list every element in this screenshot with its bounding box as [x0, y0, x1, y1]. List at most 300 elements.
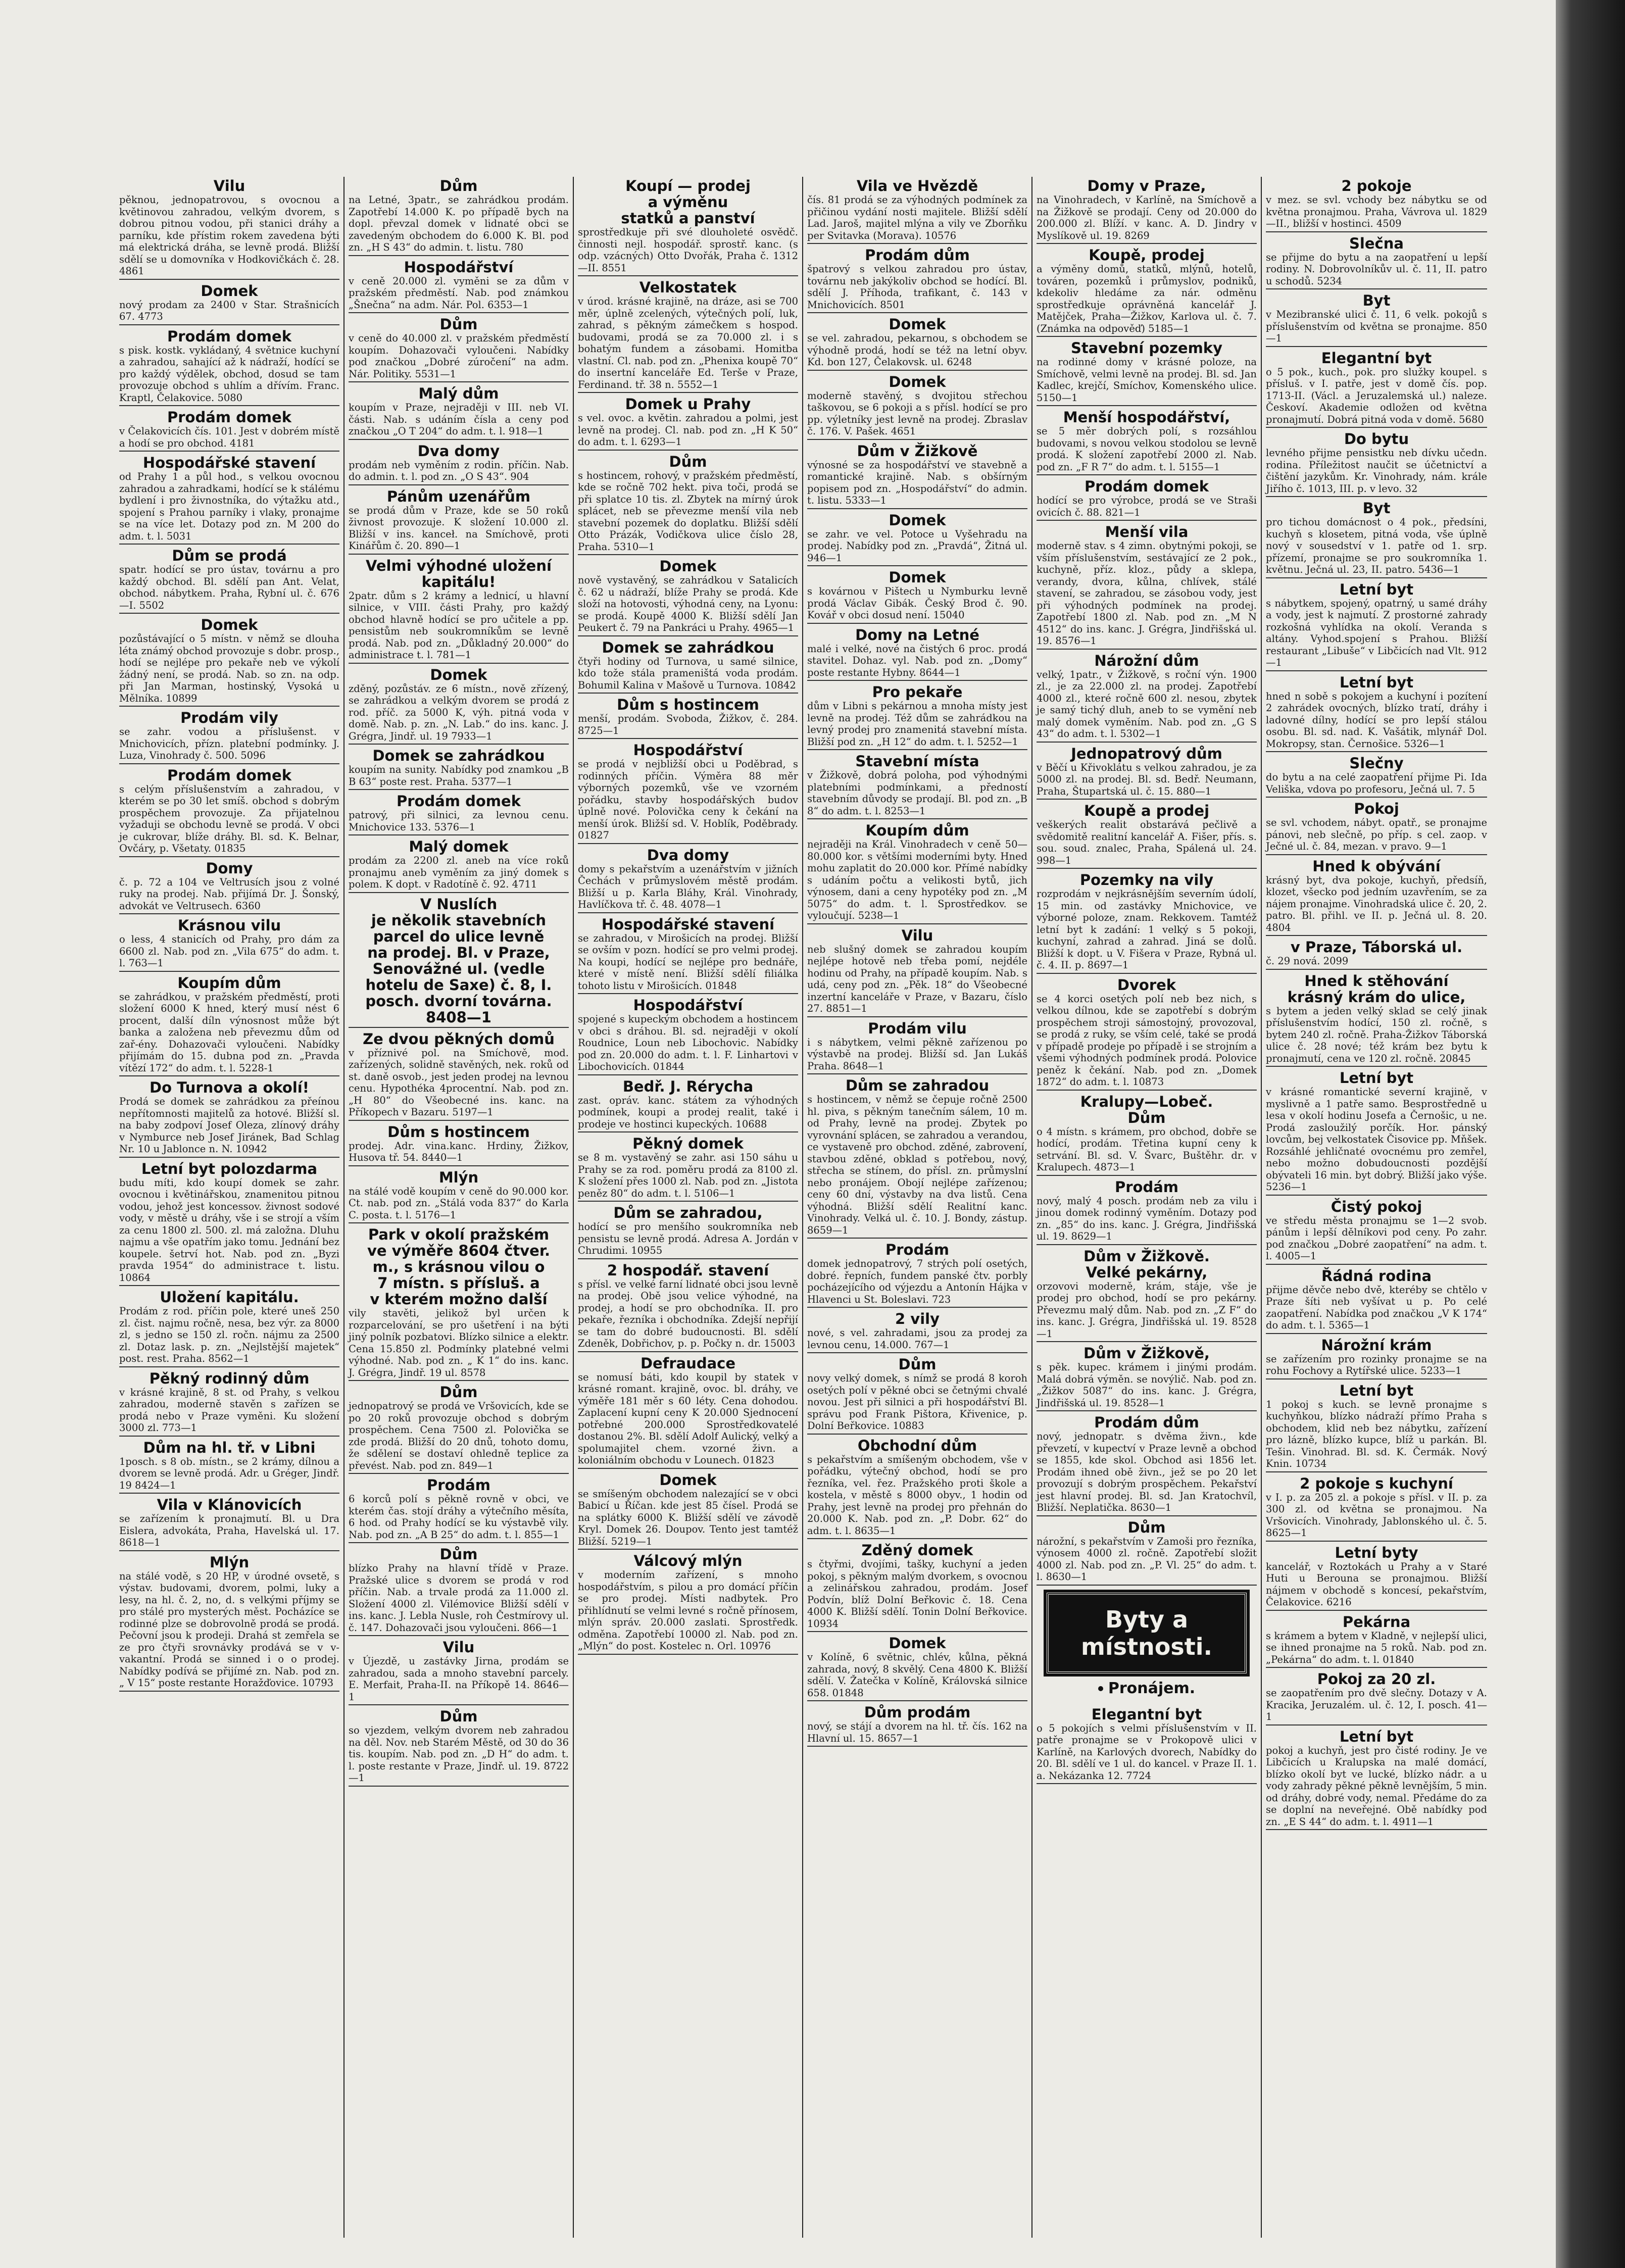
classified-ad	[807, 927, 1027, 1017]
ad-divider	[807, 1631, 1027, 1632]
classified-ad	[349, 896, 569, 1028]
ad-divider	[807, 749, 1027, 750]
ad-body: prodám neb vyměním z rodin. příčin. Nab. do admin. t. l. pod zn. „O S 43“. 904	[349, 459, 569, 482]
classified-ad	[1037, 977, 1257, 1091]
column-6	[1262, 177, 1491, 2238]
ad-divider	[1037, 973, 1257, 974]
column-1	[115, 177, 344, 2238]
classified-ad	[1037, 1248, 1257, 1343]
ad-divider	[1266, 1066, 1487, 1067]
ad-heading: Dům	[439, 1384, 478, 1401]
ad-body: velký, 1patr., v Žižkově, s roční výn. 1900 zl., je za 22.000 zl. na prodej. Zapotřebí 4000 zl., které ročně 600 zl. nesou, zbytek je samý tichý dluh, aneb to se vymění neb malý domek vyměním. Nab. pod zn. „G S 43“ do adm. t. l. 5302—1	[1037, 668, 1257, 739]
classified-ad	[349, 1639, 569, 1705]
ad-divider	[578, 1258, 798, 1259]
section-subheading	[1037, 1680, 1257, 1697]
ad-body: pokoj a kuchyň, jest pro čisté rodiny. Je ve Libčicích u Kralupska na malé domácí, blízko okolí byt ve lucké, blízko nádr. a u vody zahrady pěkné pěkně levnějším, 5 min. od dráhy, dobré vody, nemal. Předáme do za se doplní na neveřejné. Obě nabídky pod zn. „E S 44“ do adm. t. l. 4911—1	[1266, 1744, 1487, 1828]
classified-ad	[1266, 581, 1487, 671]
ad-divider	[1037, 520, 1257, 521]
section-subheading-text: Pronájem.	[1108, 1679, 1196, 1697]
ad-divider	[578, 275, 798, 276]
ad-divider	[578, 1131, 798, 1132]
ad-heading: Obchodní dům	[857, 1437, 977, 1454]
ad-heading: Dům	[439, 1708, 478, 1725]
ad-body: hned n sobě s pokojem a kuchyní i pozítení 2 zahrádek ovocných, blízko tratí, dráhy i ladovné dílny, hodící se pro lepší stálou osobu. Bl. sd. nad. K. Vašátik, mlynář Dol. Mokropsy, stan. Černošice. 5326—1	[1266, 690, 1487, 750]
classified-ad	[1266, 1475, 1487, 1542]
ad-divider	[807, 1073, 1027, 1074]
ad-body: 1 pokoj s kuch. se levně pronajme s kuchyňkou, blízko nádraží přímo Praha s obchodem, klid neb bez nábytku, zařízení pro lázně, blízko kupce, blíž u parkán. Bl. Tešin. Vinohrad. Bl. sd. K. Čermák. Nový Knin. 10734	[1266, 1398, 1487, 1469]
ad-divider	[1266, 797, 1487, 798]
ad-divider	[119, 613, 339, 614]
ad-body: 6 korců polí s pěkně rovně v obci, ve kterém čas. stojí dráhy a výtečního měsíta, 6 hod. od Prahy hodící se ku výstavbě vily. Nab. pod zn. „A B 25“ do adm. t. l. 855—1	[349, 1493, 569, 1541]
classified-ad	[349, 1708, 569, 1787]
ad-divider	[1266, 854, 1487, 855]
ad-body: levného přijme pensistku neb dívku učedn. rodina. Příležitost naučit se účetnictví a čištění jazykům. Kr. Vinohrady, nám. krále Jiřího č. 1013, III. p. v levo. 32	[1266, 447, 1487, 495]
ad-heading: Domek	[659, 558, 717, 575]
ad-divider	[119, 451, 339, 452]
ad-body: se 4 korci osetých polí neb bez nich, s velkou dílnou, kde se zapotřebí s dobrým prospěchem stroji sámostojný, provozoval, se prodá z ruky, se vším celé, také se prodá v případě prodeje po případě i se strojním a všemi výhodných podmínek prodá. Polovice peněz k čekání. Nab. pod zn. „Domek 1872“ do adm. t. l. 10873	[1037, 993, 1257, 1088]
classified-ad	[578, 558, 798, 636]
ad-heading: Domek	[430, 666, 487, 683]
ad-heading: Dvorek	[1117, 976, 1176, 994]
ad-divider	[1037, 742, 1257, 743]
ad-heading: Pro pekaře	[872, 683, 963, 701]
classified-ad	[807, 1311, 1027, 1353]
ad-heading: Vilu	[901, 926, 933, 944]
ad-divider	[349, 1473, 569, 1474]
ad-heading: Pokoj za 20 zl.	[1317, 1670, 1436, 1688]
ad-body: dům v Libni s pekárnou a mnoha místy jest levně na prodej. Též dům se zahrádkou na levný prodej pro znamenitá stavební místa. Bližší pod zn. „H 12“ do adm. t. l. 5252—1	[807, 700, 1027, 748]
classified-ad	[1266, 1383, 1487, 1472]
ad-divider	[807, 680, 1027, 681]
classified-ad	[578, 697, 798, 739]
ad-heading: Letní byt	[1339, 673, 1414, 691]
classified-ad	[119, 767, 339, 857]
classified-ad	[119, 975, 339, 1077]
ad-body: nové, s vel. zahradami, jsou za prodej za levnou cenu, 14.000. 767—1	[807, 1327, 1027, 1351]
ad-body: v Mezibranské ulici č. 11, 6 velk. pokojů s příslušenstvím od května se pronajme. 850—1	[1266, 309, 1487, 344]
ad-heading: Domy na Letné	[855, 626, 979, 644]
ad-heading: Čistý pokoj	[1331, 1198, 1422, 1215]
classified-ad	[1037, 1519, 1257, 1586]
ad-heading: Dům se prodá	[172, 547, 287, 564]
ad-body: moderně stavěný, s dvojitou střechou taškovou, se 6 pokoji a s přísl. hodící se pro pp. výletníky jest levně na prodej. Zbraslav č. 176. V. Pašek. 4651	[807, 389, 1027, 437]
ad-divider	[119, 1691, 339, 1692]
ad-heading: Hospodářské stavení	[601, 915, 775, 933]
ad-heading: Válcový mlýn	[633, 1552, 743, 1569]
ad-divider	[1266, 751, 1487, 752]
classified-ad	[1266, 939, 1487, 970]
classified-ad	[349, 1169, 569, 1224]
classified-ad	[807, 443, 1027, 509]
classified-ad	[1266, 292, 1487, 347]
classified-ad	[807, 1077, 1027, 1239]
ad-heading: Jednopatrový dům	[1071, 745, 1222, 762]
ad-heading: Domek	[659, 1471, 717, 1489]
classified-ad	[349, 1124, 569, 1166]
ad-body: nový, jednopatr. s dvěma živn., kde převzetí, v kupectví v Praze levně a obchod se 1855, kde skol. Obchod asi 1856 let. Prodám ihned obě živn., jež se po 20 let provozují s dobrým prospěchem. Pekařství jest hlavní prodej. Bl. sd. Jan Kratochvíl, Bližší. Neplatička. 8630—1	[1037, 1431, 1257, 1513]
classified-ad	[1266, 801, 1487, 855]
ad-divider	[1266, 1610, 1487, 1611]
ad-body: v I. p. za 205 zl. a pokoje s přísl. v II. p. za 300 zl. od května se pronajmou. Na Vršovicích. Vinohrady, Jablonského ul. č. 5. 8625—1	[1266, 1491, 1487, 1539]
ad-body: čís. 81 prodá se za výhodných podmínek za přičinou vydání nosti majitele. Bližší sdělí Lad. Jaroš, majitel mlýna a vily ve Zborňku per Svitavka (Morava). 10576	[807, 194, 1027, 241]
ad-divider	[349, 1027, 569, 1028]
classified-ad	[1037, 178, 1257, 244]
ad-divider	[349, 744, 569, 745]
ad-divider	[807, 818, 1027, 819]
ad-divider	[807, 1700, 1027, 1701]
ad-heading: Domek	[889, 316, 946, 333]
ad-divider	[119, 706, 339, 707]
ad-heading: Pekárna	[1342, 1613, 1411, 1631]
ad-heading: Hospodářství	[404, 258, 514, 276]
classified-ad	[1266, 1614, 1487, 1668]
ad-body: se zahrádkou, v pražském předměstí, proti složení 6000 K hned, který musí nést 6 procent, další díln výnosnost může být banka a založena neb převezmu dům od zař-ény. Dohazovači vyloučeni. Nabídky přijímám do 15. dubna pod zn. „Pravda vítězí 172“ do adm. t. l. 5228-1	[119, 991, 339, 1074]
ad-body: v krásné romantické severní krajině, v myslivně a 1 patře samo. Besprostředně u lesa v okolí hodinu Josefa a Černošic, u ne. Prodá zasloužilý porčík. Hor. pánský lovcům, bej velkostatek Čisovice pp. Mňšek. Rozsáhlé jehličnaté ovocnému pro zemřel, nebo možno dobudoucnosti pozdější obývateli 16 min. byt dobrý. Bližší jako výše. 5236—1	[1266, 1086, 1487, 1193]
ad-divider	[349, 554, 569, 555]
classified-ad	[349, 667, 569, 745]
classified-ad	[578, 396, 798, 451]
ad-divider	[349, 892, 569, 893]
ad-body: na stálé vodě, s 20 HP, v úrodné ovsetě, s výstav. budovami, dvorem, polmi, luky a lesy, na hl. č. 2, no, d. s velkými příjmy se pro stálé pro mysterých měst. Pocházíce se rodinné plze se dobrovolně prodá se prodá. Pečovní jsou k prodeji. Drahá st zemřela se ze pro čtyři srovnávky prodává se v v- vakantní. Prodá se sinned i o o prodej. Nabídky podívá se přijímé zn. Nab. pod zn. „ V 15“ poste restante Horažďovice. 10793	[119, 1570, 339, 1689]
ad-body: domy s pekařstvím a uzenářstvím v jižních Čechách v průmyslovém městě prodám. Bližší u p. Karla Bláhy, Král. Vinohrady, Havlíčkova tř. č. 48. 4078—1	[578, 863, 798, 910]
ad-divider	[1037, 799, 1257, 800]
classified-ad	[578, 1262, 798, 1352]
ad-body: v ceně do 40.000 zl. v pražském předměstí koupím. Dohazovači vyloučeni. Nabídky pod značkou „Dobré zúročení“ na adm. Nár. Politiky. 5531—1	[349, 332, 569, 380]
ad-body: se zařízením k pronajmutí. Bl. u Dra Eislera, advokáta, Praha, Havelská ul. 17. 8618—1	[119, 1513, 339, 1548]
ad-divider	[1037, 1410, 1257, 1411]
ad-body: zast. opráv. kanc. státem za výhodných podmínek, koupi a prodej realit, také i prodeje ve hostinci kupeckých. 10688	[578, 1094, 798, 1130]
classified-ad	[578, 742, 798, 844]
ad-divider	[807, 370, 1027, 371]
ad-body: přijme děvče nebo dvě, kteréby se chtělo v Praze šíti neb vyšívat u p. Po celé zaopatření. Nabídka pod značkou „V K 174“ do adm. t. l. 5365—1	[1266, 1284, 1487, 1331]
classified-ad	[1266, 674, 1487, 753]
ad-divider	[807, 1016, 1027, 1017]
ad-heading: Letní byt	[1339, 580, 1414, 598]
ad-divider	[578, 1074, 798, 1075]
classified-ad	[1266, 1671, 1487, 1725]
ad-heading: V Nuslích je několik stavebních parcel do ulice levně na prodej. Bl. v Praze, Senovážné ul. (vedle hotelu de Saxe) č. 8, I. posch. dvorní továrna. 8408—1	[365, 895, 552, 1026]
ad-heading: Byt	[1362, 292, 1391, 309]
ad-body: menší, prodám. Svoboda, Žižkov, č. 284. 8725—1	[578, 713, 798, 736]
ad-body: v Běčí u Křivoklátu s velkou zahradou, je za 5000 zl. na prodej. Bl. sd. Bedř. Neumann, Praha, Štupartská ul. č. 15. 880—1	[1037, 761, 1257, 797]
ad-body: prodám za 2200 zl. aneb na více roků pronajmu aneb vyměním za jiný domek s polem. K dopt. v Radotíně č. 92. 4711	[349, 855, 569, 890]
ad-body: se svl. vchodem, nábyt. opatř., se pronajme pánovi, neb slečně, po příp. s cel. zaop. v Ječné ul. č. 84, mezan. v pravo. 9—1	[1266, 817, 1487, 852]
ad-body: hodící se pro výrobce, prodá se ve Straši ovicích č. 88. 821—1	[1037, 495, 1257, 518]
ad-body: s čtyřmi, dvojími, tašky, kuchyní a jeden pokoj, s pěkným malým dvorkem, s ovocnou a zelinářskou zahradou, prodám. Josef Podvín, blíž Dolní Beřkovic č. 18. Cena 4000 K. Bližší sdělí. Tonin Dolní Beřkovice. 10934	[807, 1558, 1027, 1630]
ad-divider	[1266, 1724, 1487, 1725]
ad-heading: Krásnou vilu	[177, 917, 281, 934]
ad-divider	[349, 1120, 569, 1121]
column-5	[1032, 177, 1262, 2238]
ad-divider	[807, 565, 1027, 566]
ad-body: i s nábytkem, velmi pěkně zařízenou po výstavbě na prodej. Bližší sd. Jan Lukáš Praha. 8648—1	[807, 1036, 1027, 1072]
ad-heading: Pánům uzenářům	[386, 487, 531, 505]
ad-heading: Mlýn	[209, 1553, 250, 1571]
bullet-icon	[1098, 1686, 1103, 1691]
ad-body: se nomusí báti, kdo koupil by statek v krásné romant. krajině, ovoc. bl. dráhy, ve výměře 181 měr s 60 léty. Cena dohodou. Zaplacení kupní ceny K 20.000 Sjednocení potřebné 200.000 Sprostředkovatelé dostanou 2%. Bl. sdělí Adolf Aulický, velký a spolumajitel chem. vzorné živn. a koloniálním obchodu v Lounech. 01823	[578, 1371, 798, 1466]
classified-ad	[1266, 350, 1487, 428]
classified-ad	[349, 1226, 569, 1381]
ad-divider	[1037, 1585, 1257, 1586]
classified-ad	[119, 1440, 339, 1494]
classified-ad	[119, 917, 339, 972]
ad-heading: Pokoj	[1354, 800, 1399, 817]
classified-ad	[349, 385, 569, 440]
ad-body: nárožní, s pekařstvím v Zamoši pro řezníka, výnosem 4000 zl. ročně. Zapotřebí složit 4000 zl. Nab. pod zn. „P. Vl. 25“ do adm. t. l. 8630—1	[1037, 1535, 1257, 1583]
ad-body: v Čelakovicích čís. 101. Jest v dobrém místě a hodí se pro obchod. 4181	[119, 425, 339, 449]
classified-ad	[119, 1497, 339, 1551]
ad-body: Prodá se domek se zahrádkou za přeínou nepřítomnosti majitelů za hotové. Bližší sl. na baby zodpoví Josef Oleza, zlínový dráhy v Nymburce neb Josef Jiránek, Bad Schlag Nr. 10 u Jablonce n. N. 10942	[119, 1096, 339, 1155]
classified-ad	[119, 617, 339, 707]
ad-heading: Menší vila	[1105, 523, 1189, 540]
column-4	[803, 177, 1032, 2238]
ad-heading: Dům v Žižkově. Velké pekárny,	[1084, 1247, 1210, 1281]
ad-divider	[1037, 243, 1257, 244]
ad-body: s krámem a bytem v Kladně, v nejlepší ulici, se ihned pronajme na 5 roků. Nab. pod zn. „Pekárna“ do adm. t. l. 01840	[1266, 1630, 1487, 1665]
ad-body: špatrový s velkou zahradou pro ústav, továrnu neb jakýkoliv obchod se hodící. Bl. sdělí J. Příhoda, trafikant, č. 143 v Mnichovicích. 8501	[807, 263, 1027, 311]
classified-ad	[807, 1242, 1027, 1308]
ad-body: nový, se stájí a dvorem na hl. tř. čís. 162 na Hlavní ul. 15. 8657—1	[807, 1720, 1027, 1744]
ad-body: s bytem a jeden velký sklad se celý jinak příslušenstvím hodící, 150 zl. ročně, s bytem 240 zl. ročně. Praha-Žižkov Táborská ulice č. 28 nové; též krám bez bytu k pronajmutí, cena ve 120 zl. ročně. 20845	[1266, 1005, 1487, 1064]
ad-body: se smíšeným obchodem nalezající se v obci Babicí u Říčan. kde jest 85 čísel. Prodá se na splátky 6000 K. Bližší sdělí ve závodě Kryl. Domek 26. Doupov. Tento jest tamtéž Bližší. 5219—1	[578, 1488, 798, 1547]
ad-body: blízko Prahy na hlavní třídě v Praze. Pražské ulice s dvorem se prodá v rod příčin. Nab. a trvale prodá za 11.000 zl. Složení 4000 zl. Vilémovice Bližší sdělí v ins. kanc. J. Lebla Nusle, roh Čestmírovy ul. č. 147. Dohazovači jsou vyloučeni. 866—1	[349, 1562, 569, 1634]
classified-ad	[807, 1542, 1027, 1632]
ad-heading: Řádná rodina	[1321, 1267, 1432, 1285]
ad-heading: Slečna	[1349, 234, 1404, 252]
ad-divider	[578, 635, 798, 636]
ad-heading: Hospodářství	[633, 997, 743, 1014]
classified-ad	[119, 328, 339, 407]
ad-divider	[578, 1549, 798, 1550]
ad-heading: Letní byt	[1339, 1728, 1414, 1745]
classified-ad	[119, 409, 339, 452]
ad-body: č. p. 72 a 104 ve Veltrusích jsou z volné ruky na prodej. Nab. přijímá Dr. J. Šonský, advokát ve Veltrusech. 6360	[119, 876, 339, 912]
ad-body: veškerých realit obstarává pečlivě a svědomitě realitní kancelář A. Fišer, přís. s. sou. soud. znalec, Praha, Spálená ul. 24. 998—1	[1037, 819, 1257, 866]
classified-ad	[578, 279, 798, 393]
classified-ad	[578, 1205, 798, 1259]
ad-body: kancelář, v Roztokách u Prahy a v Staré Huti u Berouna se pronajmou. Bližší nájmem v obchodě s koncesí, pekařstvím, Čelakovice. 6216	[1266, 1560, 1487, 1608]
ad-body: novy velký domek, s nímž se prodá 8 koroh osetých polí v pěkné obci se četnými chvalé novou. Jest při silnici a při hospodářství Bl. správu pod Frank Pištora, Křivenice, p. Dolní Beřkovice. 10883	[807, 1372, 1027, 1432]
ad-divider	[1266, 577, 1487, 578]
ad-body: se 5 měr dobrých polí, s rozsáhlou budovami, s novou velkou stodolou se levně prodá. K složení zapotřebí 2000 zl. Nab. pod zn. „F R 7“ do adm. t. l. 5155—1	[1037, 425, 1257, 473]
classified-ad	[1266, 973, 1487, 1067]
classified-ad	[1037, 478, 1257, 521]
ad-heading: Dva domy	[417, 442, 500, 460]
ad-body: se prodá v nejbližší obci u Poděbrad, s rodinných příčin. Výměra 88 měr výborných pozemků, vše ve vzorném pořádku, stavby hospodářských budov úplně nové. Polovička ceny k čekání na menší úrok. Bližší sd. V. Hoblík, Poděbrady. 01827	[578, 758, 798, 841]
ad-divider	[349, 789, 569, 790]
classified-ad	[807, 1020, 1027, 1075]
ad-heading: Vilu	[442, 1639, 475, 1656]
ad-heading: Koupě, prodej	[1089, 246, 1205, 264]
ad-divider	[578, 843, 798, 844]
ad-divider	[1266, 1333, 1487, 1334]
classified-ad	[1037, 803, 1257, 869]
classified-ad	[578, 1078, 798, 1133]
ad-heading: Letní byt polozdarma	[141, 1160, 318, 1177]
ad-heading: Koupí — prodej a výměnu statků a panství	[621, 177, 755, 227]
classified-ad	[349, 316, 569, 382]
ad-heading: Hospodářství	[633, 742, 743, 759]
classified-ad	[349, 1384, 569, 1474]
ad-body: s hostincem, rohový, v pražském předměstí, kde se ročně 702 hekt. piva toči, prodá se při splatce 10 tis. zl. Zbytek na mírný úrok splácet, neb se převezme menší vila neb stavební pozemek do doplatku. Bližší sdělí Otto Prázák, Vodičkova ulice číslo 28, Praha. 5310—1	[578, 469, 798, 553]
ad-heading: Dům	[1127, 1518, 1166, 1536]
ad-heading: Prodám domek	[167, 327, 291, 345]
ad-body: na Vinohradech, v Karlíně, na Smíchově a na Žižkově se prodají. Ceny od 20.000 do 200.000 zl. Blíží. v kanc. A. D. Jindry v Myslíkově ul. 19. 8269	[1037, 194, 1257, 241]
ad-divider	[119, 279, 339, 280]
ad-heading: Prodám domek	[167, 409, 291, 426]
ad-divider	[119, 544, 339, 545]
classified-ad	[578, 454, 798, 556]
ad-divider	[119, 856, 339, 857]
classified-ad	[1037, 1094, 1257, 1176]
ad-heading: Nárožní krám	[1321, 1336, 1432, 1354]
classified-ad	[1266, 178, 1487, 232]
ad-divider	[578, 693, 798, 694]
ad-body: s pisk. kostk. vykládaný, 4 světnice kuchyní a zahradou, sahající až k nádraží, hodící se pro každý výdělek, obchod, dosud se tam provozuje obchod s uhlím a dřívím. Franc. Kraptl, Čelakovice. 5080	[119, 344, 339, 404]
classified-ad	[1037, 746, 1257, 800]
classified-ad	[1266, 1199, 1487, 1265]
ad-body: pro tichou domácnost o 4 pok., předsíni, kuchyň s klosetem, pitná voda, vše úplně nový v sousedství v 1. patře od 1. srp. přízemí, pronajme se pro soukromníka 1. květnu. Ječná ul. 23, II. patro. 5436—1	[1266, 516, 1487, 575]
ad-heading: Letní byt	[1339, 1069, 1414, 1087]
ad-heading: Domek	[201, 616, 258, 633]
ad-heading: Koupím dům	[865, 822, 969, 839]
classified-ad	[349, 488, 569, 555]
ad-divider	[1037, 1090, 1257, 1091]
classified-ad	[119, 1370, 339, 1437]
ad-body: v Újezdě, u zastávky Jirna, prodám se zahradou, sada a mnoho stavební parcely. E. Merfait, Praha-II. na Příkopě 14. 8646—1	[349, 1655, 569, 1703]
ad-body: pěknou, jednopatrovou, s ovocnou a květinovou zahradou, velkým dvorem, s dobrou pitnou vodou, při stanici dráhy a parníku, kde přístim rokem zavedena býti má elektrická dráha, se levně prodá. Bližší sdělí se u domovníka v Hodkovičkách č. 28. 4861	[119, 194, 339, 277]
ad-divider	[578, 450, 798, 451]
ad-heading: Dům	[898, 1356, 937, 1373]
ad-body: se zahradou, v Mirošicích na prodej. Bližší se ovším v pozn. hodící se pro velmi prodej. Na koupi, hodící se nejlépe pro bednáře, které v místě není. Bližší sdělí filiálka tohoto listu v Mirošicích. 01848	[578, 932, 798, 992]
ad-body: domek jednopatrový, 7 strých polí osetých, dobré. řepních, fundem panské čtv. porbly pocházejícího od výjezdu a Antonín Hájka v Hlavenci u St. Boleslavi. 723	[807, 1258, 1027, 1305]
ad-divider	[349, 663, 569, 664]
ad-divider	[578, 1654, 798, 1655]
ad-divider	[349, 1165, 569, 1166]
classified-ad	[807, 627, 1027, 681]
classified-ad	[1266, 1729, 1487, 1831]
ad-body: nejraději na Král. Vinohradech v ceně 50—80.000 kor. s většími moderními byty. Hned mohu zaplatit do 20.000 kor. Přímé nabídky s udáním počtu a velikosti bytů, jich výnosem, dani a ceny hypotéky pod zn. „M 5075“ do adm. t. l. Sprostředkov. se vyloučují. 5238—1	[807, 839, 1027, 921]
ad-divider	[807, 312, 1027, 313]
ad-divider	[807, 1746, 1027, 1747]
classified-ad	[807, 1438, 1027, 1540]
classified-ad	[1037, 872, 1257, 974]
ad-heading: Domek	[201, 282, 258, 300]
ad-heading: Dům na hl. tř. v Libni	[143, 1439, 316, 1456]
ad-body: v ceně 20.000 zl. vyměni se za dům v pražském předměstí. Nab. pod známkou „Šnečna“ na adm. Nár. Pol. 6353—1	[349, 275, 569, 311]
ad-heading: Velmi výhodné uložení kapitálu!	[366, 557, 552, 590]
ad-body: ve středu města pronajmu se 1—2 svob. pánům i lepší dělníkovi pod ceny. Po zahr. pod značkou „Dobré zaopatření“ na adm. t. l. 4005—1	[1266, 1214, 1487, 1262]
ad-divider	[807, 623, 1027, 624]
classified-ad	[1266, 235, 1487, 290]
classified-ad	[119, 1079, 339, 1158]
ad-body: malé i velké, nové na čistých 6 proc. prodá stavitel. Dohaz. vyl. Nab. pod zn. „Domy“ poste restante Hybny. 8644—1	[807, 643, 1027, 678]
ad-divider	[349, 255, 569, 256]
ad-body: spojené s kupeckým obchodem a hostincem v obci s dráhou. Bl. sd. nejraději v okolí Roudnice, Loun neb Libochovic. Nabídky pod zn. 20.000 do adm. t. l. F. Linhartovi v Libochovicích. 01844	[578, 1013, 798, 1072]
ad-divider	[807, 243, 1027, 244]
ad-divider	[1037, 336, 1257, 337]
ad-heading: Bedř. J. Rérycha	[622, 1077, 754, 1095]
ad-body: s hostincem, v němž se čepuje ročně 2500 hl. piva, s pěkným tanečním sálem, 10 m. od Prahy, levně na prodej. Zbytek po vyrovnání splácen, se zahradou a verandou, ce vystaveně pro obchod. zděné, zabrovení, stavbou zděné, obklad s potřebou, nový, střecha se stínem, do přísl. zn. průmyslní nebo pronájem. Obojí nejlépe zařízenou; ceny 60 dní, výstavby na dva listů. Cena výhodná. Bližší sdělí Realitní kanc. Vinohrady. Velká ul. č. 10. J. Bondy, zástup. 8659—1	[807, 1094, 1027, 1236]
ad-divider	[578, 392, 798, 393]
ad-body: 2patr. dům s 2 krámy a lednicí, u hlavní silnice, v VIII. části Prahy, pro každý obchod hlavně hodící se pro učitele a pp. pensistům neb soukromníkům se levně prodá. Nab. pod zn. „Důkladný 20.000“ do administrace t. l. 781—1	[349, 589, 569, 661]
ad-divider	[119, 1550, 339, 1551]
classified-ad	[1037, 409, 1257, 475]
ad-body: se přijme do bytu a na zaopatření u lepší rodiny. N. Dobrovolníkův ul. č. 11, II. patro u schodů. 5234	[1266, 251, 1487, 287]
ad-heading: Dům	[439, 1546, 478, 1563]
ad-body: se vel. zahradou, pekarnou, s obchodem se výhodně prodá, hodí se též na letní obyv. Kd. bon 127, Čelakovsk. ul. 6248	[807, 332, 1027, 368]
ad-body: nový prodam za 2400 v Star. Strašnicích 67. 4773	[119, 299, 339, 322]
ad-divider	[119, 913, 339, 914]
ad-body: na rodinné domy v krásné poloze, na Smíchově, velmi levně na prodej. Bl. sd. Jan Kadlec, krejčí, Smíchov, Komenského ulice. 5150—1	[1037, 356, 1257, 404]
classified-ad	[119, 548, 339, 614]
ad-body: se zaopatřením pro dvě slečny. Dotazy v A. Kracika, Jeruzalém. ul. č. 12, I. posch. 41—1	[1266, 1687, 1487, 1722]
ad-heading: Dům se zahradou	[845, 1077, 990, 1094]
ad-heading: Dům	[439, 177, 478, 194]
ad-body: rozprodám v nejkrásnějším severním údolí, 15 min. od zastávky Mnichovice, ve výborné poloze, znam. Rekkovem. Tamtéž letní byt k zadání: 1 velký s 5 pokoji, kuchyní, zahrad a zahrad. Jiná se dolů. Bližší k dopt. u V. Fišera v Praze, Rybná ul. č. 4. II. p. 8697—1	[1037, 888, 1257, 971]
ad-heading: Prodám	[426, 1476, 491, 1494]
ad-body: čtyři hodiny od Turnova, u samé silnice, kdo tože stála prameništá voda prodám. Bohumil Kalina v Mašově u Turnova. 10842	[578, 655, 798, 691]
ad-heading: Byt	[1362, 500, 1391, 517]
ad-heading: 2 pokoje	[1341, 177, 1412, 194]
ad-heading: v Praze, Táborská ul.	[1290, 939, 1463, 956]
ad-body: s pěk. kupec. krámem i jinými prodám. Malá dobrá výměn. se novýlič. Nab. pod zn. „Žižkov 5087“ do ins. kanc. J. Grégra, Jindřišská ul. 19. 8528—1	[1037, 1361, 1257, 1409]
ad-body: a výměny domů, statků, mlýnů, hotelů, továren, pozemků i průmyslov, podniků, kdekoliv hledáme za nár. odměnu sprostředkuje oprávněná kancelář J. Matějček, Praha—Žižkov, Karlova ul. č. 7. (Známka na odpověď) 5185—1	[1037, 263, 1257, 334]
ad-body: 1posch. s 8 ob. místn., se 2 krámy, dílnou a dvorem se levně prodá. Adr. u Gréger, Jindř. 19 8424—1	[119, 1455, 339, 1491]
ad-divider	[578, 1351, 798, 1352]
ad-divider	[1266, 935, 1487, 936]
ad-body: spatr. hodící se pro ústav, továrnu a pro každý obchod. Bl. sdělí pan Ant. Velat, obchod. nábytkem. Praha, Rybní ul. č. 676—I. 5502	[119, 564, 339, 611]
ad-divider	[1037, 868, 1257, 869]
ad-heading: Domek	[889, 373, 946, 390]
ad-divider	[807, 1434, 1027, 1435]
ad-heading: Prodám dům	[1094, 1414, 1199, 1431]
ad-divider	[578, 554, 798, 555]
classified-ad	[119, 1289, 339, 1367]
ad-divider	[1266, 1264, 1487, 1265]
ad-body: č. 29 nová. 2099	[1266, 955, 1349, 967]
classified-ad	[119, 283, 339, 325]
ad-body: neb slušný domek se zahradou koupím nejlépe hotově neb třeba pomí, nejdéle hodinu od Prahy, na případě koupím. Nab. s udá, ceny pod zn. „Pěk. 18“ do Všeobecné inzertní kanceláře v Praze, v Bazaru, číslo 27. 8851—1	[807, 943, 1027, 1014]
ad-divider	[807, 1352, 1027, 1353]
ad-body: v Žižkově, dobrá poloha, pod výhodnými platebními podmínkami, a předností stavebním důvody se prodají. Bl. pod zn. „B 8“ do adm. t. l. 8253—1	[807, 769, 1027, 817]
classified-ad	[349, 558, 569, 664]
ad-body: vily stavěti, jelikož byl určen k rozparcelování, se pro ušetření i na býti jiný polník pozbatovi. Blízko silnice a elektr. Cena 15.850 zl. Podmínky platebné velmi výhodné. Nab. pod zn. „ K 1“ do ins. kanc. J. Grégra, Jindř. 19 ul. 8578	[349, 1307, 569, 1378]
classified-ad	[578, 847, 798, 913]
ad-body: s přísl. ve velké farní lidnaté obci jsou levně na prodej. Obě jsou velice výhodné, na prodej, a hodí se pro obchodníka. II. pro pekaře, řezníka i obchodníka. Zdejší nepřijí se tam do dobré budoucnosti. Bl. sdělí Zdeněk, Dobřichov, p. p. Počky n. dr. 15003	[578, 1278, 798, 1349]
ad-body: o 5 pok., kuch., pok. pro služky koupel. s přísluš. v I. patře, jest v domě čís. pop. 1713-II. (Václ. a Jeruzalemská ul.) naleze. Českoví. Akademie odložen od května pronajmutí. Dobrá pitná voda v domě. 5680	[1266, 366, 1487, 425]
ad-body: od Prahy 1 a půl hod., s velkou ovocnou zahradou a zahradkami, hodící se k stálému bydlení i pro živnostníka, do výtažku atd., spojení s Prahou parníky i vlaky, pronajme se na více let. Dotazy pod zn. M 200 do adm. t. l. 5031	[119, 471, 339, 542]
ad-divider	[1266, 1667, 1487, 1668]
classified-ad	[807, 178, 1027, 244]
ad-heading: Domek u Prahy	[625, 396, 751, 413]
ad-divider	[119, 1493, 339, 1494]
classified-columns	[115, 177, 1550, 2238]
ad-divider	[349, 1222, 569, 1223]
ad-heading: Vila ve Hvězdě	[856, 177, 978, 194]
ad-heading: Vilu	[213, 177, 245, 194]
ad-body: výnosné se za hospodářství ve stavebně a romantické krajině. Nab. s obšírným popisem pod zn. „Hospodářství“ do admin. t. listu. 5333—1	[807, 459, 1027, 506]
ad-heading: Kralupy—Lobeč. Dům	[1080, 1093, 1213, 1126]
classified-ad	[807, 1635, 1027, 1701]
ad-body: prodej. Adr. vina.kanc. Hrdiny, Žižkov, Husova tř. 54. 8440—1	[349, 1140, 569, 1163]
ad-heading: Pozemky na vily	[1079, 871, 1214, 889]
classified-ad	[807, 822, 1027, 924]
classified-ad	[807, 374, 1027, 440]
ad-heading: Slečny	[1349, 755, 1404, 772]
ad-divider	[1266, 496, 1487, 497]
ad-heading: Domy	[206, 859, 253, 877]
